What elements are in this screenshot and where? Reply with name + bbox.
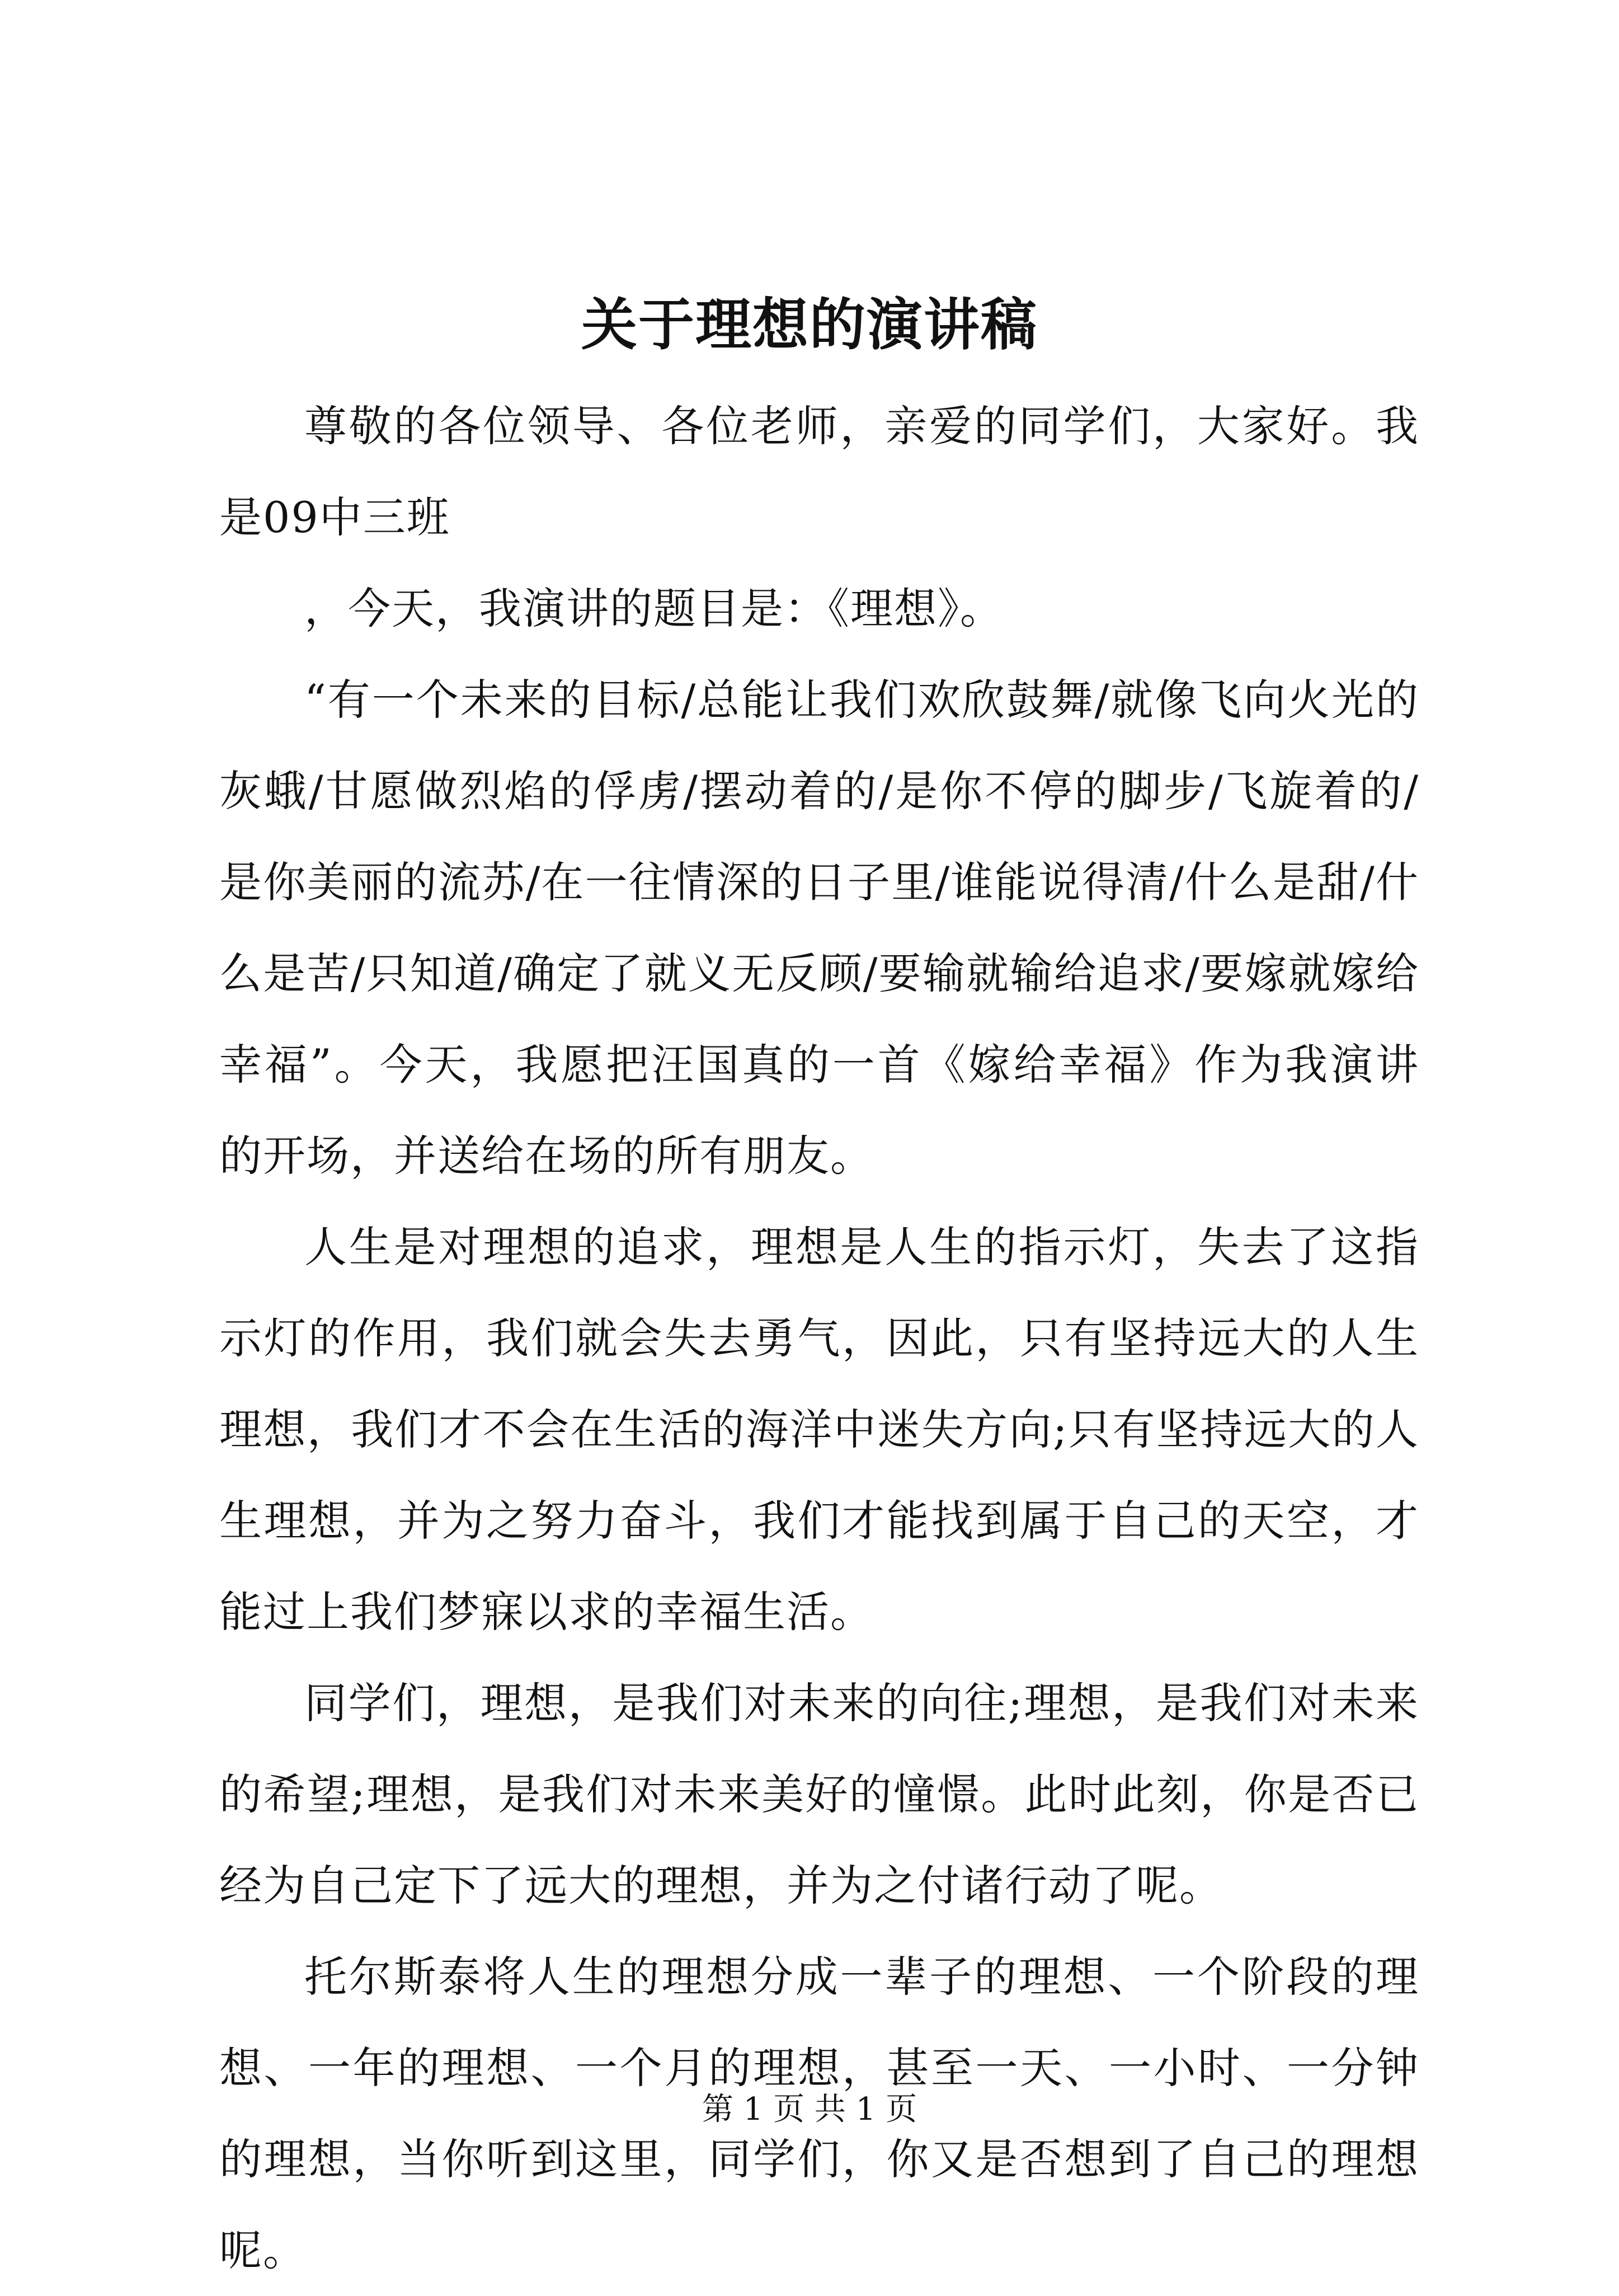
- paragraph-greeting: 尊敬的各位领导、各位老师，亲爱的同学们，大家好。我是09中三班: [219, 401, 1419, 542]
- paragraph-topic: ，今天，我演讲的题目是：《理想》。: [304, 584, 1004, 633]
- paragraph-tolstoy: 托尔斯泰将人生的理想分成一辈子的理想、一个阶段的理想、一年的理想、一个月的理想，甚至一天、一小时、一分钟的理想，当你听到这里，同学们，你又是否想到了自己的理想呢。: [219, 1952, 1419, 2275]
- document-body: [219, 381, 1419, 2296]
- paragraph-life-ideal: 人生是对理想的追求，理想是人生的指示灯，失去了这指示灯的作用，我们就会失去勇气，因此，只有坚持远大的人生理想，我们才不会在生活的海洋中迷失方向;只有坚持远大的人生理想，并为之努力奋斗，我们才能找到属于自己的天空，才能过上我们梦寐以求的幸福生活。: [219, 1222, 1419, 1637]
- document-title: 关于理想的演讲稿: [581, 292, 1038, 358]
- page-footer: 第 1 页 共 1 页: [702, 2091, 917, 2128]
- paragraph-poem: “有一个未来的目标/总能让我们欢欣鼓舞/就像飞向火光的灰蛾/甘愿做烈焰的俘虏/摆动着的/是你不停的脚步/飞旋着的/是你美丽的流苏/在一往情深的日子里/谁能说得清/什么是甜/什么是苦/只知道/确定了就义无反顾/要输就输给追求/要嫁就嫁给幸福”。今天，我愿把汪国真的一首《嫁给幸福》作为我演讲的开场，并送给在场的所有朋友。: [219, 675, 1419, 1181]
- paragraph-students-ideal: 同学们，理想，是我们对未来的向往;理想，是我们对未来的希望;理想，是我们对未来美好的憧憬。此时此刻，你是否已经为自己定下了远大的理想，并为之付诸行动了呢。: [219, 1678, 1419, 1910]
